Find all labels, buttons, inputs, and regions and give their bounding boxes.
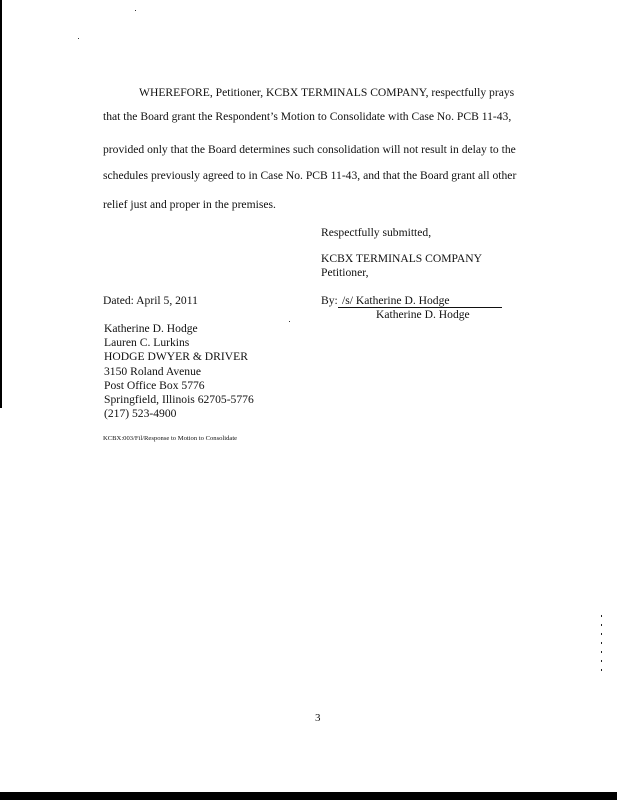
body-line-5: relief just and proper in the premises.: [103, 198, 276, 211]
scan-speck: [78, 38, 79, 39]
signer-name: Katherine D. Hodge: [376, 308, 470, 321]
scan-edge-left: [0, 0, 2, 408]
closing-salutation: Respectfully submitted,: [321, 226, 432, 239]
company-name: KCBX TERMINALS COMPANY: [321, 252, 483, 265]
page-number: 3: [315, 712, 321, 724]
contact-line: Katherine D. Hodge: [104, 322, 198, 335]
contact-line: Lauren C. Lurkins: [104, 336, 190, 350]
scan-speck: [135, 10, 136, 11]
by-label: By:: [321, 294, 338, 307]
contact-line: HODGE DWYER & DRIVER: [104, 350, 248, 364]
body-line-3: provided only that the Board determines such consolidation will not result in delay to the: [103, 143, 516, 156]
signature-line: [338, 294, 502, 308]
body-line-4: schedules previously agreed to in Case No. PCB 11-43, and that the Board grant all other: [103, 169, 517, 182]
body-line-2: that the Board grant the Respondent’s Motion to Consolidate with Case No. PCB 11-43,: [103, 110, 512, 123]
contact-line: 3150 Roland Avenue: [104, 364, 202, 378]
scan-edge-bottom: [0, 792, 617, 800]
contact-line: (217) 523-4900: [104, 407, 177, 421]
attorney-contact-block: [104, 322, 254, 421]
contact-line: Springfield, Illinois 62705-5776: [104, 392, 254, 406]
party-role: Petitioner,: [321, 266, 369, 279]
electronic-signature: /s/ Katherine D. Hodge: [342, 294, 450, 307]
file-reference: KCBX:003/Fil/Response to Motion to Consolidate: [103, 435, 238, 442]
scan-marks-right: [601, 615, 602, 675]
contact-line: Post Office Box 5776: [104, 378, 205, 392]
date-line: Dated: April 5, 2011: [103, 294, 198, 307]
body-line-1: WHEREFORE, Petitioner, KCBX TERMINALS COMPANY, respectfully prays: [139, 86, 515, 99]
scan-speck: [289, 321, 290, 322]
